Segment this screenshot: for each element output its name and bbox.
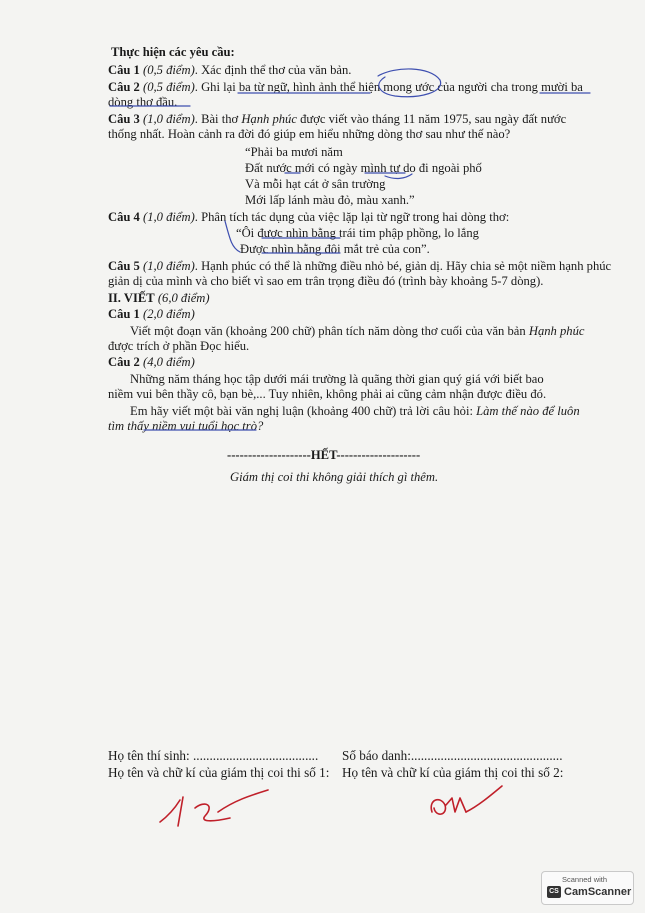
proctor-1-label: Họ tên và chữ kí của giám thị coi thi số 1: [108, 765, 330, 780]
end-marker: --------------------HẾT-------------------- [227, 448, 421, 462]
poem-line: Và mỗi hạt cát ở sân trường [245, 177, 386, 191]
section-writing: II. VIẾT (6,0 điểm) [108, 291, 210, 305]
section-instructions: Thực hiện các yêu cầu: [111, 45, 235, 59]
scanner-brand: CamScanner [564, 886, 632, 898]
writing-question-2-text: Những năm tháng học tập dưới mái trường là quãng thời gian quý giá với biết bao [130, 372, 544, 386]
writing-question-1-cont: được trích ở phần Đọc hiểu. [108, 339, 250, 353]
question-5-cont: giản dị của mình và cho biết vì sao em trân trọng điều đó (trình bày khoảng 5-7 dòng). [108, 274, 544, 288]
scanner-caption: Scanned with [562, 875, 608, 884]
camscanner-watermark [541, 871, 634, 905]
question-1: Câu 1 (0,5 điểm). Xác định thể thơ của văn bản. [108, 63, 352, 77]
writing-question-2-prompt: Em hãy viết một bài văn nghị luận (khoảng 400 chữ) trả lời câu hỏi: Làm thế nào để luôn [130, 404, 580, 418]
candidate-number-field: Số báo danh:.............................................. [342, 748, 563, 763]
candidate-name-field: Họ tên thí sinh: ...................................... [108, 748, 319, 763]
question-4: Câu 4 (1,0 điểm). Phân tích tác dụng của việc lặp lại từ ngữ trong hai dòng thơ: [108, 210, 510, 224]
writing-question-1-text: Viết một đoạn văn (khoảng 200 chữ) phân tích năm dòng thơ cuối của văn bản Hạnh phúc [130, 324, 585, 338]
poem-line: Đất nước mới có ngày mình tự do đi ngoài phố [245, 161, 482, 175]
proctor-2-label: Họ tên và chữ kí của giám thị coi thi số 2: [342, 765, 564, 780]
poem-line: “Ôi được nhìn bằng trái tim phập phồng, lo lắng [236, 226, 479, 240]
question-3-cont: thống nhất. Hoàn cảnh ra đời đó giúp em hiểu những dòng thơ sau như thế nào? [108, 127, 511, 141]
writing-question-2: Câu 2 (4,0 điểm) [108, 355, 195, 369]
question-3: Câu 3 (1,0 điểm). Bài thơ Hạnh phúc được viết vào tháng 11 năm 1975, sau ngày đất nước [108, 112, 567, 126]
camscanner-icon: CS [547, 886, 561, 898]
writing-question-2-cont: niềm vui bên thầy cô, bạn bè,... Tuy nhiên, không phải ai cũng cảm nhận được điều đó. [108, 387, 547, 401]
question-2: Câu 2 (0,5 điểm). Ghi lại ba từ ngữ, hình ảnh thể hiện mong ước của người cha trong mười ba [108, 80, 583, 94]
poem-line: Mới lấp lánh màu đỏ, màu xanh.” [245, 193, 415, 207]
question-2-cont: dòng thơ đầu. [108, 95, 178, 109]
end-note: Giám thị coi thi không giải thích gì thêm. [230, 470, 439, 484]
question-5: Câu 5 (1,0 điểm). Hạnh phúc có thể là những điều nhỏ bé, giản dị. Hãy chia sẻ một niềm hạnh phúc [108, 259, 612, 273]
writing-question-1: Câu 1 (2,0 điểm) [108, 307, 195, 321]
poem-line: Được nhìn bằng đôi mắt trẻ của con”. [240, 242, 430, 256]
writing-question-2-prompt-cont: tìm thấy niềm vui tuổi học trò? [108, 419, 264, 433]
poem-line: “Phải ba mươi năm [245, 145, 343, 159]
